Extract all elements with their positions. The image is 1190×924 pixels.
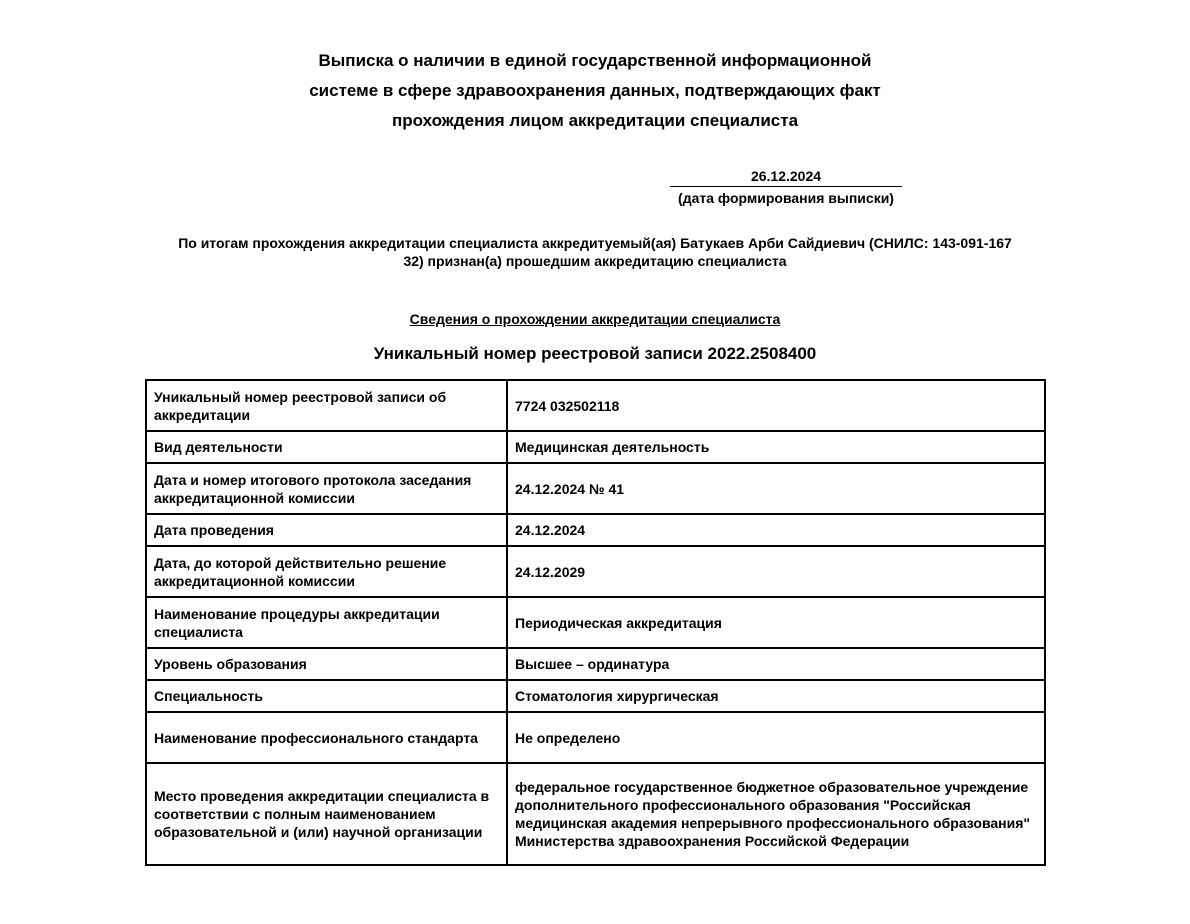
statement-date-caption: (дата формирования выписки) [678, 190, 894, 206]
row-label: Наименование профессионального стандарта [146, 712, 507, 763]
row-value: Высшее – ординатура [507, 648, 1045, 680]
registry-number-heading: Уникальный номер реестровой записи 2022.2508400 [373, 344, 817, 363]
row-value: Медицинская деятельность [507, 431, 1045, 463]
table-row [146, 712, 1045, 763]
document-title-line: прохождения лицом аккредитации специалиста [391, 111, 799, 130]
row-value: Периодическая аккредитация [507, 597, 1045, 648]
statement-date-block [670, 166, 902, 208]
document-title [0, 46, 1190, 136]
table-row [146, 546, 1045, 597]
table-row [146, 514, 1045, 546]
row-value: 24.12.2029 [507, 546, 1045, 597]
table-row [146, 597, 1045, 648]
table-row [146, 680, 1045, 712]
row-label: Уникальный номер реестровой записи об аккредитации [146, 380, 507, 431]
table-row [146, 648, 1045, 680]
row-label: Дата и номер итогового протокола заседания аккредитационной комиссии [146, 463, 507, 514]
section-title: Сведения о прохождении аккредитации специалиста [409, 311, 781, 327]
row-value: Не определено [507, 712, 1045, 763]
document-title-line: системе в сфере здравоохранения данных, подтверждающих факт [309, 81, 881, 100]
statement-date: 26.12.2024 [670, 166, 902, 187]
row-label: Наименование процедуры аккредитации специалиста [146, 597, 507, 648]
row-value: 7724 032502118 [507, 380, 1045, 431]
row-value: 24.12.2024 № 41 [507, 463, 1045, 514]
row-label: Дата, до которой действительно решение аккредитационной комиссии [146, 546, 507, 597]
row-value: федеральное государственное бюджетное образовательное учреждение дополнительного профессионального образования "Российская медицинская академия непрерывного профессионального образования" Министерства здравоохранения Российской Федерации [507, 763, 1045, 865]
accreditation-result-line: По итогам прохождения аккредитации специалиста аккредитуемый(ая) Батукаев Арби Сайдиевич (СНИЛС: 143-091-167 [178, 235, 1012, 251]
accreditation-info-table [145, 379, 1046, 866]
row-value: Стоматология хирургическая [507, 680, 1045, 712]
table-row [146, 380, 1045, 431]
row-label: Вид деятельности [146, 431, 507, 463]
row-value: 24.12.2024 [507, 514, 1045, 546]
document-title-line: Выписка о наличии в единой государственной информационной [318, 51, 872, 70]
table-row [146, 763, 1045, 865]
accreditation-result-text [120, 234, 1070, 270]
accreditation-result-line: 32) признан(а) прошедшим аккредитацию специалиста [403, 253, 787, 269]
table-row [146, 431, 1045, 463]
row-label: Уровень образования [146, 648, 507, 680]
table-row [146, 463, 1045, 514]
row-label: Дата проведения [146, 514, 507, 546]
row-label: Место проведения аккредитации специалиста в соответствии с полным наименованием образовательной и (или) научной организации [146, 763, 507, 865]
row-label: Специальность [146, 680, 507, 712]
